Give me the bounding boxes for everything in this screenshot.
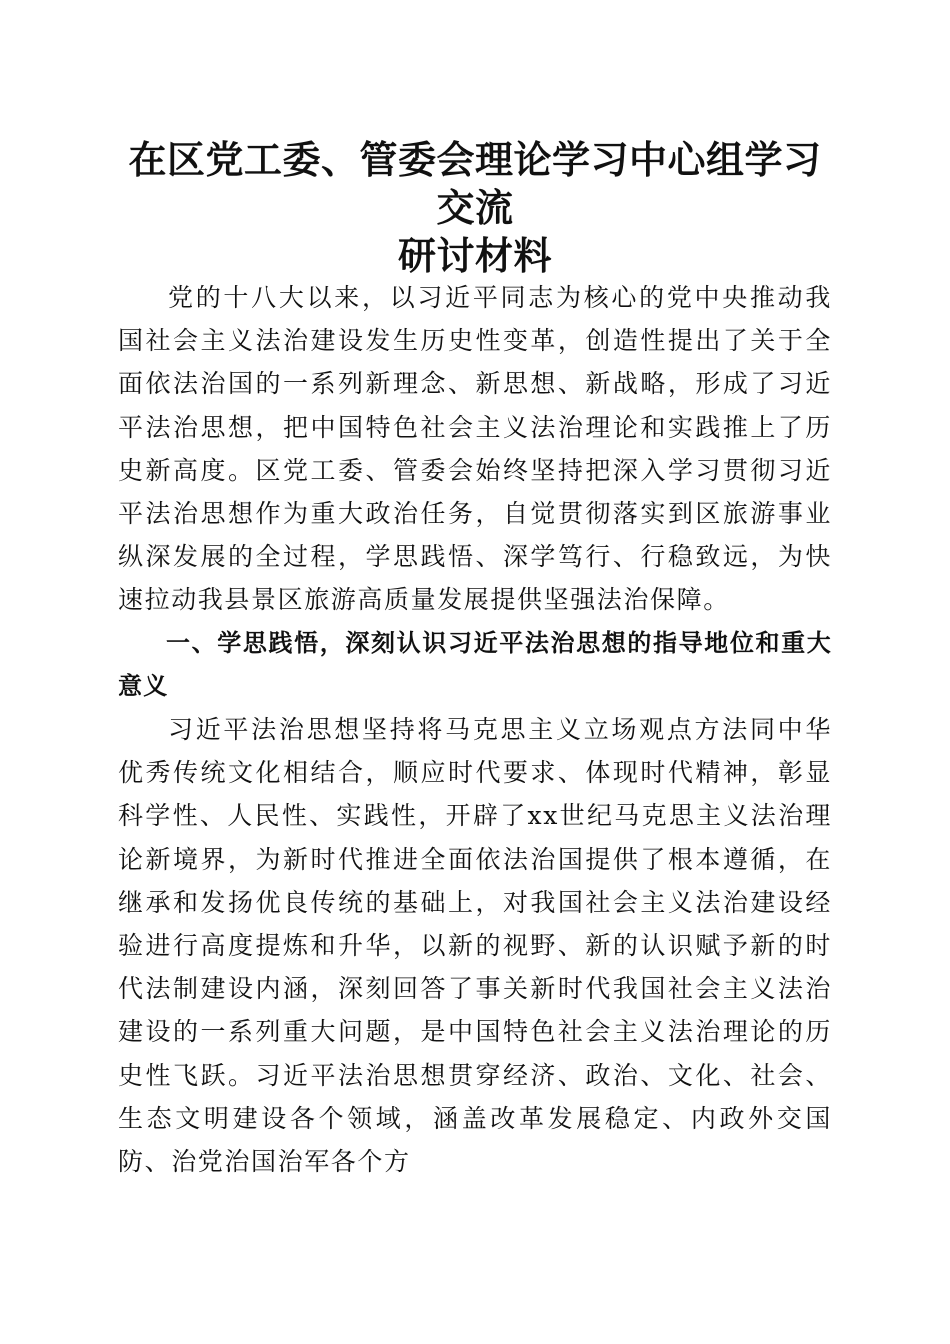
document-title [110, 136, 840, 280]
document-body [118, 276, 832, 1183]
paragraph-section-1: 习近平法治思想坚持将马克思主义立场观点方法同中华优秀传统文化相结合，顺应时代要求、体现时代精神，彰显科学性、人民性、实践性，开辟了xx世纪马克思主义法治理论新境界，为新时代推进全面依法治国提供了根本遵循，在继承和发扬优良传统的基础上，对我国社会主义法治建设经验进行高度提炼和升华，以新的视野、新的认识赋予新的时代法制建设内涵，深刻回答了事关新时代我国社会主义法治建设的一系列重大问题，是中国特色社会主义法治理论的历史性飞跃。习近平法治思想贯穿经济、政治、文化、社会、生态文明建设各个领域，涵盖改革发展稳定、内政外交国防、治党治国治军各个方 [118, 715, 832, 1177]
title-line-1: 在区党工委、管委会理论学习中心组学习交流 [128, 137, 822, 230]
paragraph-intro: 党的十八大以来，以习近平同志为核心的党中央推动我国社会主义法治建设发生历史性变革，创造性提出了关于全面依法治国的一系列新理念、新思想、新战略，形成了习近平法治思想，把中国特色社会主义法治理论和实践推上了历史新高度。区党工委、管委会始终坚持把深入学习贯彻习近平法治思想作为重大政治任务，自觉贯彻落实到区旅游事业纵深发展的全过程，学思践悟、深学笃行、行稳致远，为快速拉动我县景区旅游高质量发展提供坚强法治保障。 [118, 283, 832, 615]
section-heading-1: 一、学思践悟，深刻认识习近平法治思想的指导地位和重大意义 [118, 628, 832, 700]
title-line-2: 研讨材料 [397, 233, 552, 278]
